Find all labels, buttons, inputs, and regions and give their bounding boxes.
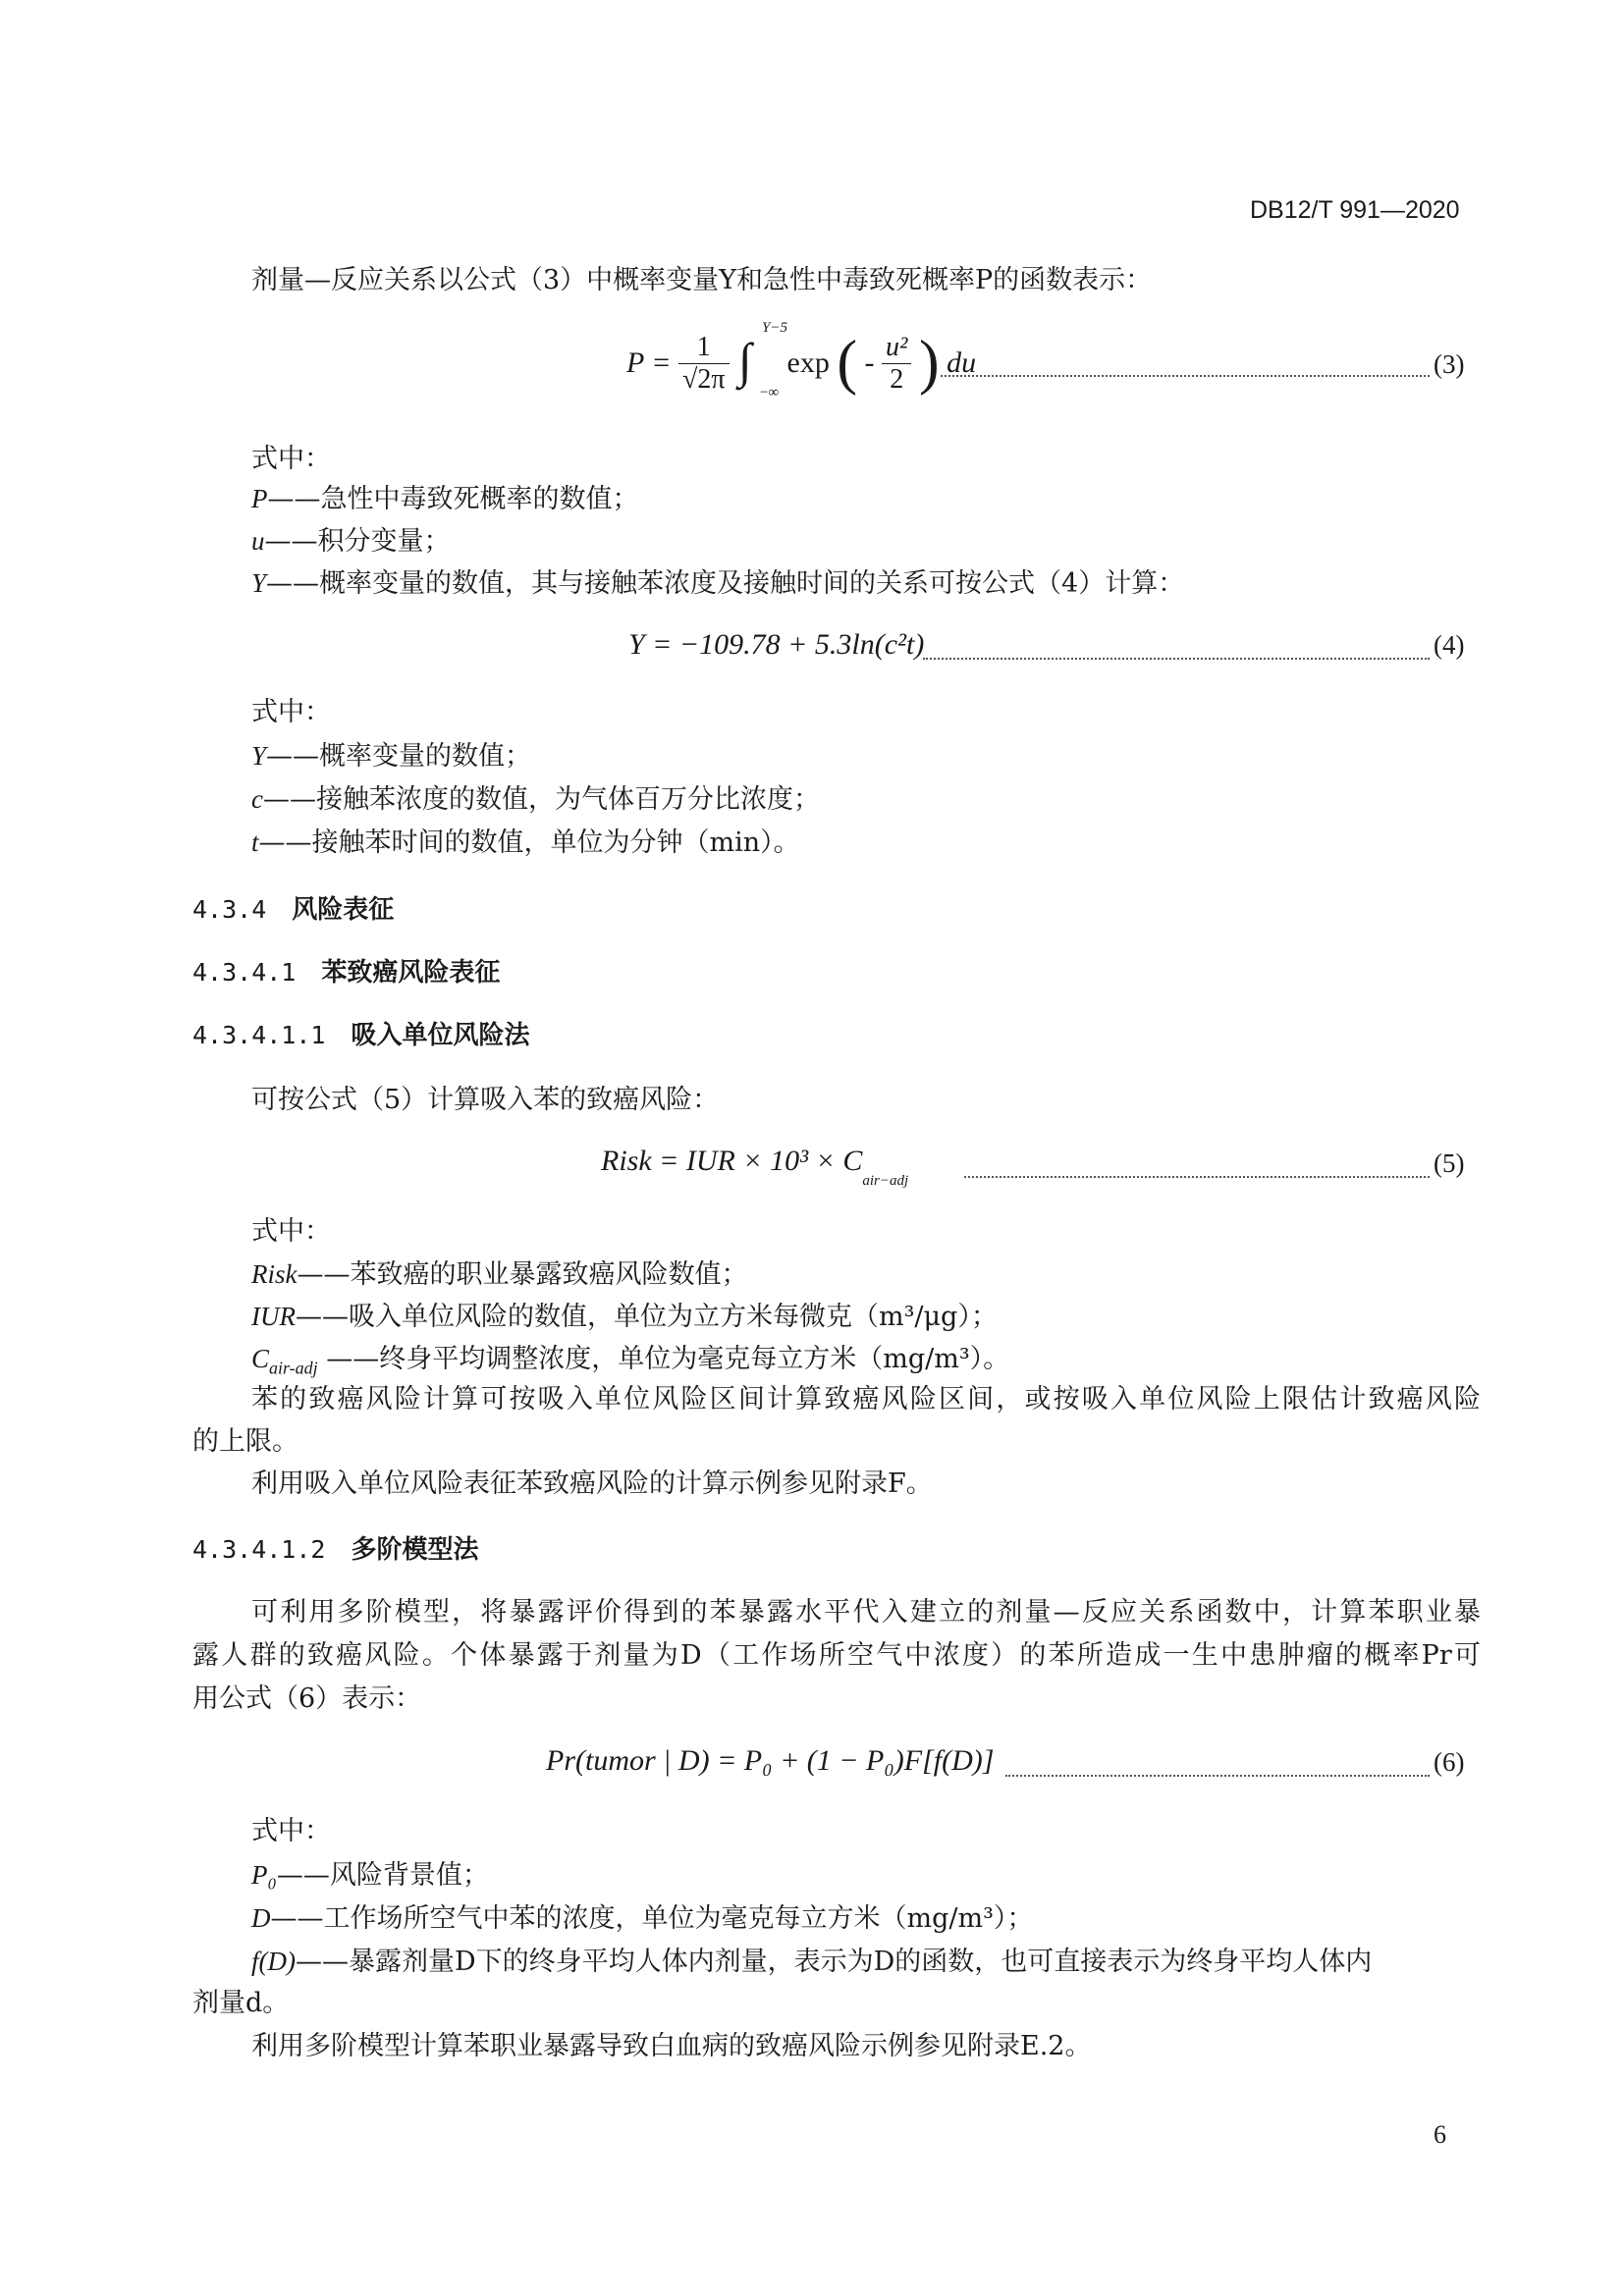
var-symbol: P₀ [251, 1860, 277, 1890]
paren-close: ) [918, 329, 940, 397]
var-subscript: air-adj [269, 1358, 318, 1378]
var-line [251, 1857, 489, 1894]
var-desc: ——苯致癌的职业暴露致癌风险数值； [297, 1259, 748, 1290]
eq3-lower: −∞ [760, 385, 780, 400]
paragraph: 利用多阶模型计算苯职业暴露导致白血病的致癌风险示例参见附录E.2。 [251, 2031, 1092, 2061]
eq5-intro: 可按公式（5）计算吸入苯的致癌风险： [251, 1085, 720, 1115]
eq3-inner-den: 2 [890, 363, 904, 395]
section-heading [192, 1015, 529, 1051]
paragraph-line: 用公式（6）表示： [192, 1683, 422, 1714]
section-number: 4.3.4.1.1 [192, 1021, 326, 1049]
document-code: DB12/T 991—2020 [1250, 196, 1460, 224]
var-desc: ——积分变量； [264, 526, 451, 557]
var-line [251, 825, 800, 861]
equation-4: Y = −109.78 + 5.3ln(c²t) [628, 628, 925, 661]
var-line [251, 565, 1184, 602]
where-label: 式中： [251, 697, 331, 727]
var-line [251, 738, 531, 774]
var-line [251, 1900, 1033, 1937]
eq3-inner-minus: - [864, 347, 875, 379]
eq3-number: (3) [1434, 349, 1465, 379]
var-symbol: Y [251, 741, 267, 771]
equation-3 [626, 320, 977, 412]
eq3-frac-den: √2π [682, 363, 726, 395]
var-desc: ——暴露剂量D下的终身平均人体内剂量，表示为D的函数，也可直接表示为终身平均人体内 [295, 1947, 1373, 1977]
var-line [251, 1256, 748, 1293]
paragraph-line: 可利用多阶模型，将暴露评价得到的苯暴露水平代入建立的剂量—反应关系函数中，计算苯职业暴 [251, 1597, 1481, 1628]
var-symbol: t [251, 828, 259, 857]
var-symbol: P [251, 484, 268, 513]
var-line [251, 1944, 1481, 1980]
var-line-continuation: 剂量d。 [192, 1988, 290, 2018]
where-label: 式中： [251, 1216, 331, 1247]
var-desc: ——概率变量的数值； [266, 741, 532, 772]
paren-open: ( [837, 329, 858, 397]
var-desc: ——终身平均调整浓度，单位为毫克每立方米（mg/m³）。 [317, 1344, 1010, 1374]
section-heading [192, 889, 394, 926]
eq4-number: (4) [1434, 630, 1465, 660]
section-number: 4.3.4.1 [192, 958, 297, 987]
paragraph-line: 露人群的致癌风险。个体暴露于剂量为D（工作场所空气中浓度）的苯所造成一生中患肿瘤的概率Pr可 [192, 1640, 1481, 1671]
section-heading [192, 952, 500, 988]
paragraph-line: 的上限。 [192, 1426, 298, 1457]
var-symbol: Risk [251, 1259, 298, 1289]
section-title: 苯致癌风险表征 [321, 958, 501, 988]
section-number: 4.3.4.1.2 [192, 1535, 326, 1564]
section-title: 多阶模型法 [351, 1535, 479, 1565]
var-line [251, 1299, 998, 1335]
eq3-frac-num: 1 [678, 332, 730, 364]
section-heading [192, 1529, 478, 1566]
paragraph-line: 苯的致癌风险计算可按吸入单位风险区间计算致癌风险区间，或按吸入单位风险上限估计致癌风险 [251, 1384, 1481, 1415]
eq5-subscript: air−adj [862, 1173, 909, 1189]
var-desc: ——工作场所空气中苯的浓度，单位为毫克每立方米（mg/m³）； [270, 1903, 1034, 1934]
var-line [251, 1341, 1009, 1385]
equation-6: Pr(tumor | D) = P₀ + (1 − P₀)F[f(D)] [546, 1744, 995, 1777]
eq3-diff: du [947, 347, 977, 379]
eq3-intro: 剂量—反应关系以公式（3）中概率变量Y和急性中毒致死概率P的函数表示： [251, 265, 1153, 295]
var-symbol: c [251, 784, 263, 814]
section-number: 4.3.4 [192, 895, 267, 924]
var-desc: ——概率变量的数值，其与接触苯浓度及接触时间的关系可按公式（4）计算： [266, 568, 1185, 599]
paragraph: 利用吸入单位风险表征苯致癌风险的计算示例参见附录F。 [251, 1468, 933, 1499]
var-symbol: C [251, 1344, 270, 1373]
var-symbol: Y [251, 568, 267, 598]
leader-dots [941, 375, 1430, 377]
var-desc: ——急性中毒致死概率的数值； [267, 484, 639, 514]
leader-dots [964, 1176, 1430, 1178]
where-label: 式中： [251, 1816, 331, 1846]
var-line [251, 781, 820, 818]
eq3-inner-num: u² [882, 332, 911, 364]
var-desc: ——接触苯浓度的数值，为气体百万分比浓度； [262, 784, 820, 815]
var-desc: ——风险背景值； [276, 1860, 489, 1891]
section-title: 吸入单位风险法 [351, 1021, 530, 1050]
integral-sign: ∫ [738, 333, 752, 388]
eq5-body: Risk = IUR × 10³ × C [601, 1145, 863, 1177]
var-symbol: f(D) [251, 1947, 296, 1976]
var-symbol: u [251, 526, 265, 556]
section-title: 风险表征 [292, 895, 395, 925]
var-line [251, 523, 451, 560]
var-symbol: D [251, 1903, 271, 1933]
eq5-number: (5) [1434, 1148, 1465, 1178]
var-desc: ——接触苯时间的数值，单位为分钟（min）。 [258, 828, 800, 858]
var-desc: ——吸入单位风险的数值，单位为立方米每微克（m³/μg）； [295, 1302, 998, 1332]
eq3-upper: Y−5 [762, 320, 788, 336]
leader-dots [923, 658, 1430, 660]
eq3-exp: exp [786, 347, 830, 379]
eq6-number: (6) [1434, 1747, 1465, 1777]
var-line [251, 481, 639, 517]
where-label: 式中： [251, 444, 331, 474]
var-symbol: IUR [251, 1302, 296, 1331]
page-number: 6 [1434, 2120, 1446, 2149]
equation-5 [601, 1145, 909, 1189]
leader-dots [1005, 1775, 1430, 1777]
eq3-lhs: P = [626, 347, 672, 379]
